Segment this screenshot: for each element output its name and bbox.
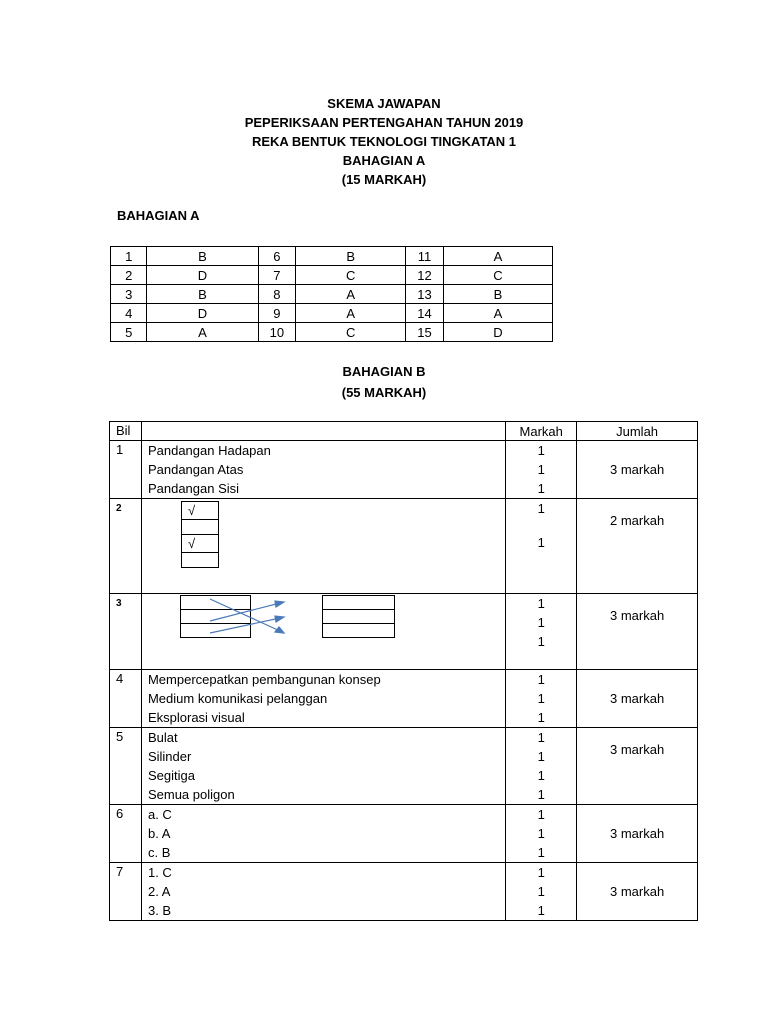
- answer-table-a: [110, 246, 553, 342]
- answer-letter: B: [147, 247, 258, 266]
- q1-answer: Pandangan Hadapan: [147, 443, 271, 458]
- answer-letter: B: [147, 285, 258, 304]
- q1-mark: 1: [537, 462, 545, 477]
- q5-mark: 1: [537, 730, 545, 745]
- answer-table-b: [109, 421, 698, 921]
- q1-number: 1: [110, 441, 142, 499]
- answer-letter: B: [296, 247, 406, 266]
- question-number: 13: [406, 285, 444, 304]
- title-line-5: (15 MARKAH): [341, 172, 427, 187]
- q1-answer: Pandangan Sisi: [147, 481, 240, 496]
- q2-checkbox-stack: [181, 501, 219, 568]
- q6-answer: a. C: [147, 807, 172, 822]
- answer-letter: A: [296, 304, 406, 323]
- q4-answer: Mempercepatkan pembangunan konsep: [147, 672, 381, 687]
- q7-answer: 3. B: [147, 903, 172, 918]
- answer-letter: D: [443, 323, 552, 342]
- answer-letter: A: [147, 323, 258, 342]
- q6-mark: 1: [537, 845, 545, 860]
- q1-mark: 1: [537, 443, 545, 458]
- q7-total: 3 markah: [577, 863, 698, 921]
- question-number: 15: [406, 323, 444, 342]
- question-number: 1: [111, 247, 147, 266]
- q4-answer: Medium komunikasi pelanggan: [147, 691, 328, 706]
- q5-mark: 1: [537, 787, 545, 802]
- right-boxes: [322, 596, 394, 638]
- matching-arrows: [210, 599, 284, 633]
- table-row: [110, 499, 698, 594]
- question-number: 3: [111, 285, 147, 304]
- q2-mark: 1: [537, 535, 545, 550]
- answer-letter: D: [147, 304, 258, 323]
- q7-mark: 1: [537, 884, 545, 899]
- empty-box: [181, 552, 219, 568]
- q2-total: 2 markah: [577, 499, 698, 594]
- q5-mark: 1: [537, 768, 545, 783]
- table-row: [110, 670, 698, 728]
- title-line-3: REKA BENTUK TEKNOLOGI TINGKATAN 1: [251, 134, 517, 149]
- q6-total: 3 markah: [577, 805, 698, 863]
- q4-total: 3 markah: [577, 670, 698, 728]
- answer-letter: C: [443, 266, 552, 285]
- title-line-1: SKEMA JAWAPAN: [327, 96, 441, 111]
- question-number: 10: [258, 323, 296, 342]
- tick-mark: √: [181, 501, 219, 519]
- table-row: [110, 441, 698, 499]
- q7-answer: 2. A: [147, 884, 171, 899]
- q7-mark: 1: [537, 865, 545, 880]
- q4-mark: 1: [537, 710, 545, 725]
- q7-answer: 1. C: [147, 865, 172, 880]
- q2-mark: 1: [537, 501, 545, 516]
- question-number: 5: [111, 323, 147, 342]
- question-number: 7: [258, 266, 296, 285]
- q3-mark: 1: [537, 596, 545, 611]
- q6-answer: b. A: [147, 826, 171, 841]
- q1-answer: Pandangan Atas: [147, 462, 244, 477]
- table-row: [111, 266, 553, 285]
- tick-mark: √: [181, 534, 219, 552]
- title-line-2: PEPERIKSAAN PERTENGAHAN TAHUN 2019: [244, 115, 524, 130]
- table-row: [110, 863, 698, 921]
- q6-mark: 1: [537, 807, 545, 822]
- section-b-marks: (55 MARKAH): [341, 385, 427, 400]
- q5-answer: Bulat: [147, 730, 178, 745]
- answer-letter: A: [443, 304, 552, 323]
- table-row: [110, 805, 698, 863]
- answer-letter: A: [296, 285, 406, 304]
- q6-number: 6: [110, 805, 142, 863]
- question-number: 6: [258, 247, 296, 266]
- q3-mark: 1: [537, 615, 545, 630]
- q1-total: 3 markah: [577, 441, 698, 499]
- answer-letter: C: [296, 266, 406, 285]
- question-number: 9: [258, 304, 296, 323]
- section-a-heading: BAHAGIAN A: [117, 208, 200, 223]
- q6-answer: c. B: [147, 845, 171, 860]
- answer-letter: B: [443, 285, 552, 304]
- table-row: [110, 594, 698, 670]
- answer-letter: A: [443, 247, 552, 266]
- table-row: [110, 728, 698, 805]
- col-jumlah-header: Jumlah: [577, 422, 698, 441]
- q5-answer: Silinder: [147, 749, 192, 764]
- q2-number: 2: [110, 499, 142, 594]
- empty-box: [181, 519, 219, 534]
- col-markah-header: Markah: [506, 422, 577, 441]
- matching-diagram: [180, 594, 420, 644]
- q5-answer: Semua poligon: [147, 787, 235, 802]
- q3-total: 3 markah: [577, 594, 698, 670]
- q1-mark: 1: [537, 481, 545, 496]
- q5-number: 5: [110, 728, 142, 805]
- question-number: 8: [258, 285, 296, 304]
- table-row: [111, 285, 553, 304]
- q5-mark: 1: [537, 749, 545, 764]
- q5-answer: Segitiga: [147, 768, 195, 783]
- q3-number: 3: [110, 594, 142, 670]
- answer-letter: C: [296, 323, 406, 342]
- answer-letter: D: [147, 266, 258, 285]
- table-row: [111, 304, 553, 323]
- question-number: 4: [111, 304, 147, 323]
- q7-number: 7: [110, 863, 142, 921]
- question-number: 12: [406, 266, 444, 285]
- q4-answer: Eksplorasi visual: [147, 710, 245, 725]
- q4-mark: 1: [537, 672, 545, 687]
- col-bil-header: Bil: [110, 422, 142, 441]
- question-number: 11: [406, 247, 444, 266]
- q3-mark: 1: [537, 634, 545, 649]
- q6-mark: 1: [537, 826, 545, 841]
- question-number: 14: [406, 304, 444, 323]
- table-row: [111, 323, 553, 342]
- q5-total: 3 markah: [577, 728, 698, 805]
- section-b-heading: BAHAGIAN B: [342, 364, 426, 379]
- q4-mark: 1: [537, 691, 545, 706]
- table-row: [111, 247, 553, 266]
- q7-mark: 1: [537, 903, 545, 918]
- question-number: 2: [111, 266, 147, 285]
- title-line-4: BAHAGIAN A: [342, 153, 426, 168]
- q4-number: 4: [110, 670, 142, 728]
